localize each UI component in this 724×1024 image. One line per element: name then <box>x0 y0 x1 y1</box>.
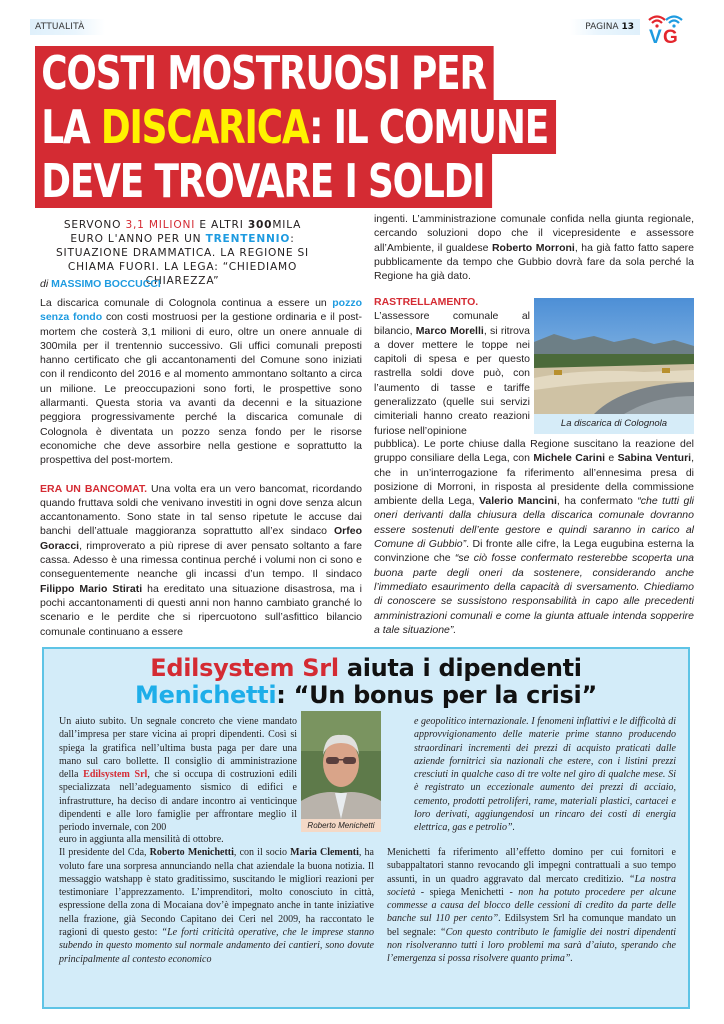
person-name: Marco Morelli <box>415 324 484 337</box>
paragraph-text: . Edilsystem Srl ha comunque mandato un bel segnale: <box>387 913 676 938</box>
landfill-photo <box>534 298 694 414</box>
article-column-2-beside-photo <box>374 295 530 438</box>
portrait-caption: Roberto Menichetti <box>301 819 381 832</box>
quote: “se ciò fosse confermato resterebbe scoperta una buona parte degli oneri da sostenere, considerando anche l’immediato esaurimento della capacità di sversamento. Chiediamo di conoscere se sussistono responsabilità in capo alle precedenti amministrazioni comunali e come la giunta attuale intenda sopperire a tale situazione”. <box>374 552 695 636</box>
paragraph-text: L’assessore comunale al bilancio, <box>374 310 530 337</box>
article-paragraph <box>40 482 362 639</box>
paragraph-text: euro in aggiunta alla mensilità di ottobre. <box>59 834 224 845</box>
byline-author: MASSIMO BOCCUCCI <box>51 278 161 290</box>
quote: “La nostra società <box>387 873 676 898</box>
subhead-text: E ALTRI <box>195 219 248 231</box>
highlighted-phrase: pozzo senza fondo <box>40 297 362 324</box>
paragraph-text: , che in un’interrogazione fa riferimento all’ennesima presa di posizione di Morroni, in risposta al presidente della commissione ambiente della Lega, <box>374 452 694 508</box>
paragraph-text: , ha voluto fare una sorpresa annunciando nella chat aziendale la buona notizia. Il messaggio watshapp è stato graditissimo, suscitando le migliori reazioni per testimoniare l’apprezzamento. L’imprenditori, molto conosciuto in città, espressione della zona di Mocaiana dov’è impegnato anche in tante iniziative nella frazione, già Secondo Capitano dei Ceri nel 2009, ha raccontato le ragioni di questo gesto: <box>59 847 374 939</box>
portrait-image <box>301 711 381 819</box>
box-paragraph-3 <box>414 715 676 835</box>
logo-letter-g: G <box>663 27 678 48</box>
box-paragraph-1 <box>59 715 297 835</box>
subhead-text: SERVONO <box>63 219 126 231</box>
section-heading: RASTRELLAMENTO. <box>374 296 479 308</box>
byline-prefix: di <box>40 278 49 290</box>
person-name: Maria Clementi <box>290 847 359 859</box>
headline <box>35 46 556 208</box>
subhead-text: MILA EURO L'ANNO PER UN <box>70 219 302 245</box>
page-indicator <box>570 19 640 35</box>
article-column-1 <box>40 296 362 639</box>
article-paragraph <box>374 295 530 438</box>
company-name: Edilsystem Srl <box>83 769 148 781</box>
subhead-amount-bold: 300 <box>247 219 273 231</box>
box-title-company: Edilsystem Srl <box>150 654 339 682</box>
subhead-highlight: TRENTENNIO <box>205 233 291 245</box>
box-title-text: aiuta i dipendenti <box>338 654 582 682</box>
paragraph-text: La discarica comunale di Colognola continua a essere un <box>40 297 333 309</box>
box-paragraph-4 <box>387 846 676 966</box>
page-number: 13 <box>621 22 634 32</box>
paragraph-text: . Di fronte alle cifre, la Lega eugubina esterna la convinzione che <box>374 538 694 565</box>
box-title-person: Menichetti <box>135 681 277 709</box>
quote: e geopolitico internazionale. I fenomeni inflattivi e le difficoltà di approvvigionamento delle materie prime stanno producendo straordinari incrementi dei prezzi di acquisto praticati dalle aziende fornitrici sia nazionali che estere, con i listini prezzi cresciuti in qualche caso di tre volte nel giro di qualche mese. Si è registrato un eccezionale aumento dei prezzi di acciaio, cemento, prodotti petroliferi, rame, materiali plastici, cartacei e loro derivati, aggiungendosi un rincaro dei costi di energia elettrica, gas e petrolio”. <box>414 716 676 834</box>
paragraph-text: e <box>605 452 618 465</box>
landfill-image <box>534 298 694 414</box>
paragraph-text: ha ereditato una situazione disastrosa, ma i pochi accantonamenti di questi anni non hanno cambiato granché lo scenario e le perdite che si ripercuotono sull’asfittico bilancio comunale continuano a essere <box>40 582 362 638</box>
person-name: Roberto Morroni <box>491 241 575 254</box>
box-title-text: : “Un bonus per la crisi” <box>276 681 597 709</box>
section-heading: ERA UN BANCOMAT. <box>40 482 148 495</box>
headline-text: LA <box>41 100 101 154</box>
paragraph-text: ingenti. L’amministrazione comunale confida nella giunta regionale, cercando soluzioni dopo che il vicepresidente e assessore all’Ambiente, il gualdese <box>374 213 694 254</box>
box-title <box>44 655 688 709</box>
headline-text: : IL COMUNE <box>309 100 549 154</box>
paragraph-text: , ha già fatto fatto sapere pubblicamente da tempo che Gubbio dovrà fare da sola perché la Regione ha già dato. <box>374 241 695 283</box>
article-paragraph <box>40 296 362 468</box>
logo-letter-v: V <box>649 27 661 48</box>
byline <box>40 278 161 290</box>
subhead-text: : SITUAZIONE DRAMMATICA. LA REGIONE SI CHIAMA FUORI. LA LEGA: “CHIEDIAMO CHIAREZZA” <box>56 233 309 287</box>
wifi-blue-icon <box>665 14 683 28</box>
section-name: ATTUALITÀ <box>35 22 85 32</box>
paragraph-text: , ha confermato <box>556 495 638 508</box>
person-name: Orfeo Goracci <box>40 525 362 552</box>
page-label: PAGINA <box>585 22 619 32</box>
paragraph-text: , rimproverato a più riprese di aver pensato soltanto a fare cassa. Adesso è una rimessa continua perché i volumi non ci sono e conseguentemente neanche gli incassi d’un tempo. Il sindaco <box>40 539 362 581</box>
wifi-red-icon <box>648 14 666 28</box>
paragraph-text: , che si occupa di costruzioni edili specializzata nell’adeguamento sismico di edifici e infrastrutture, ha deciso di andare incontro ai venticinque dipendenti e alle loro famiglie per affrontare meglio il periodo invernale, con 200 <box>59 769 297 834</box>
headline-line-3: DEVE TROVARE I SOLDI <box>35 154 492 208</box>
subhead-amount: 3,1 MILIONI <box>125 219 196 231</box>
article-column-2-top <box>374 212 694 283</box>
paragraph-text: - spiega Menichetti - <box>415 886 519 898</box>
article-column-2-bottom <box>374 437 694 637</box>
quote: “Con questo contributo le famiglie dei nostri dipendenti non risolveranno tutti i loro problemi ma sarà d’aiuto, sperando che l’emergenza si possa risolvere quanto prima”. <box>387 926 677 965</box>
paragraph-text: , si ritrova a dover mettere le toppe nei capitoli di spesa e per questo rastrella soldi dove può, con l’aumento di tasse e tariffe generalizzato (quelle sui servizi cimiteriali hanno creato reazioni furiose nell’opinione <box>374 324 530 437</box>
portrait-photo <box>301 711 381 819</box>
sidebar-box-edilsystem <box>42 647 690 1009</box>
person-name: Michele Carini <box>533 452 606 465</box>
quote: “che tutti gli oneri derivanti dalla chiusura della discarica comunale dovranno essere sostenuti dell’ente gestore e quindi saranno in carico al Comune di Gubbio” <box>374 495 695 551</box>
headline-highlight: DISCARICA <box>100 100 310 154</box>
quote: “Le forti criticità operative, che le imprese stanno subendo in questo momento sul normale andamento dei cantieri, sono dovute principalmente al contesto economico <box>59 927 374 965</box>
article-paragraph <box>374 437 694 637</box>
box-paragraph-2 <box>59 833 374 966</box>
paragraph-text: Un aiuto subito. Un segnale concreto che viene mandato dall’impresa per stare vicina ai propri dipendenti. Così si spiega la gratifica nell’ultima busta paga per dare una mano sul caro bollette. Il consiglio di amministrazione della <box>59 716 297 781</box>
paragraph-text: Il presidente del Cda, <box>59 847 150 859</box>
paragraph-text: Menichetti fa riferimento all’effetto domino per cui fornitori e subappaltatori stanno revocando gli impegni contrattuali a suo tempo assunti, in un quadro aggravato dal mercato creditizio. <box>387 847 676 885</box>
landfill-photo-caption: La discarica di Colognola <box>534 414 694 434</box>
quote: non ha potuto procedere per alcune commesse a causa del blocco delle cessioni di credito da parte delle banche sul 110 per cento” <box>387 886 677 925</box>
headline-line-2 <box>35 100 556 154</box>
section-label <box>30 19 105 35</box>
person-name: Valerio Mancini <box>478 495 557 508</box>
person-name: Filippo Mario Stirati <box>40 582 143 595</box>
vg-logo <box>646 14 686 48</box>
paragraph-text: , con il socio <box>233 847 291 859</box>
headline-line-1: COSTI MOSTRUOSI PER <box>35 46 494 100</box>
person-name: Sabina Venturi <box>617 452 692 465</box>
person-name: Roberto Menichetti <box>149 847 234 859</box>
paragraph-text: pubblica). Le porte chiuse dalla Regione suscitano la reazione del gruppo consiliare della Lega, con <box>374 438 694 465</box>
paragraph-text: con costi mostruosi per la gestione ordinaria e il post-mortem che costerà 3,1 milioni di euro, oltre un onere annuale di 300mila per il trentennio successivo. Gli uffici comunali preposti hanno certificato che gli accantonamenti del Comune sono iniziati con il rendiconto del 2016 e al momento ammontano soltanto a circa un milione. Le preoccupazioni sono forti, le prospettive sono allarmanti. Questa storia va avanti da decenni e la situazione peggiora progressivamente perché la discarica comunale di Colognola è diventata un pozzo senza fondo per le risorse economiche che deve assorbire nella gestione e soprattutto la prospettiva del post-mortem. <box>40 311 362 467</box>
paragraph-text: Una volta era un vero bancomat, ricordando quando fruttava soldi che venivano investiti in ogni dove senza alcun accantonamento. Sono state in tal senso ripetute le accuse dai banchi dell’attuale maggioranza soprattutto all’ex sindaco <box>40 482 362 538</box>
article-paragraph <box>374 212 694 283</box>
